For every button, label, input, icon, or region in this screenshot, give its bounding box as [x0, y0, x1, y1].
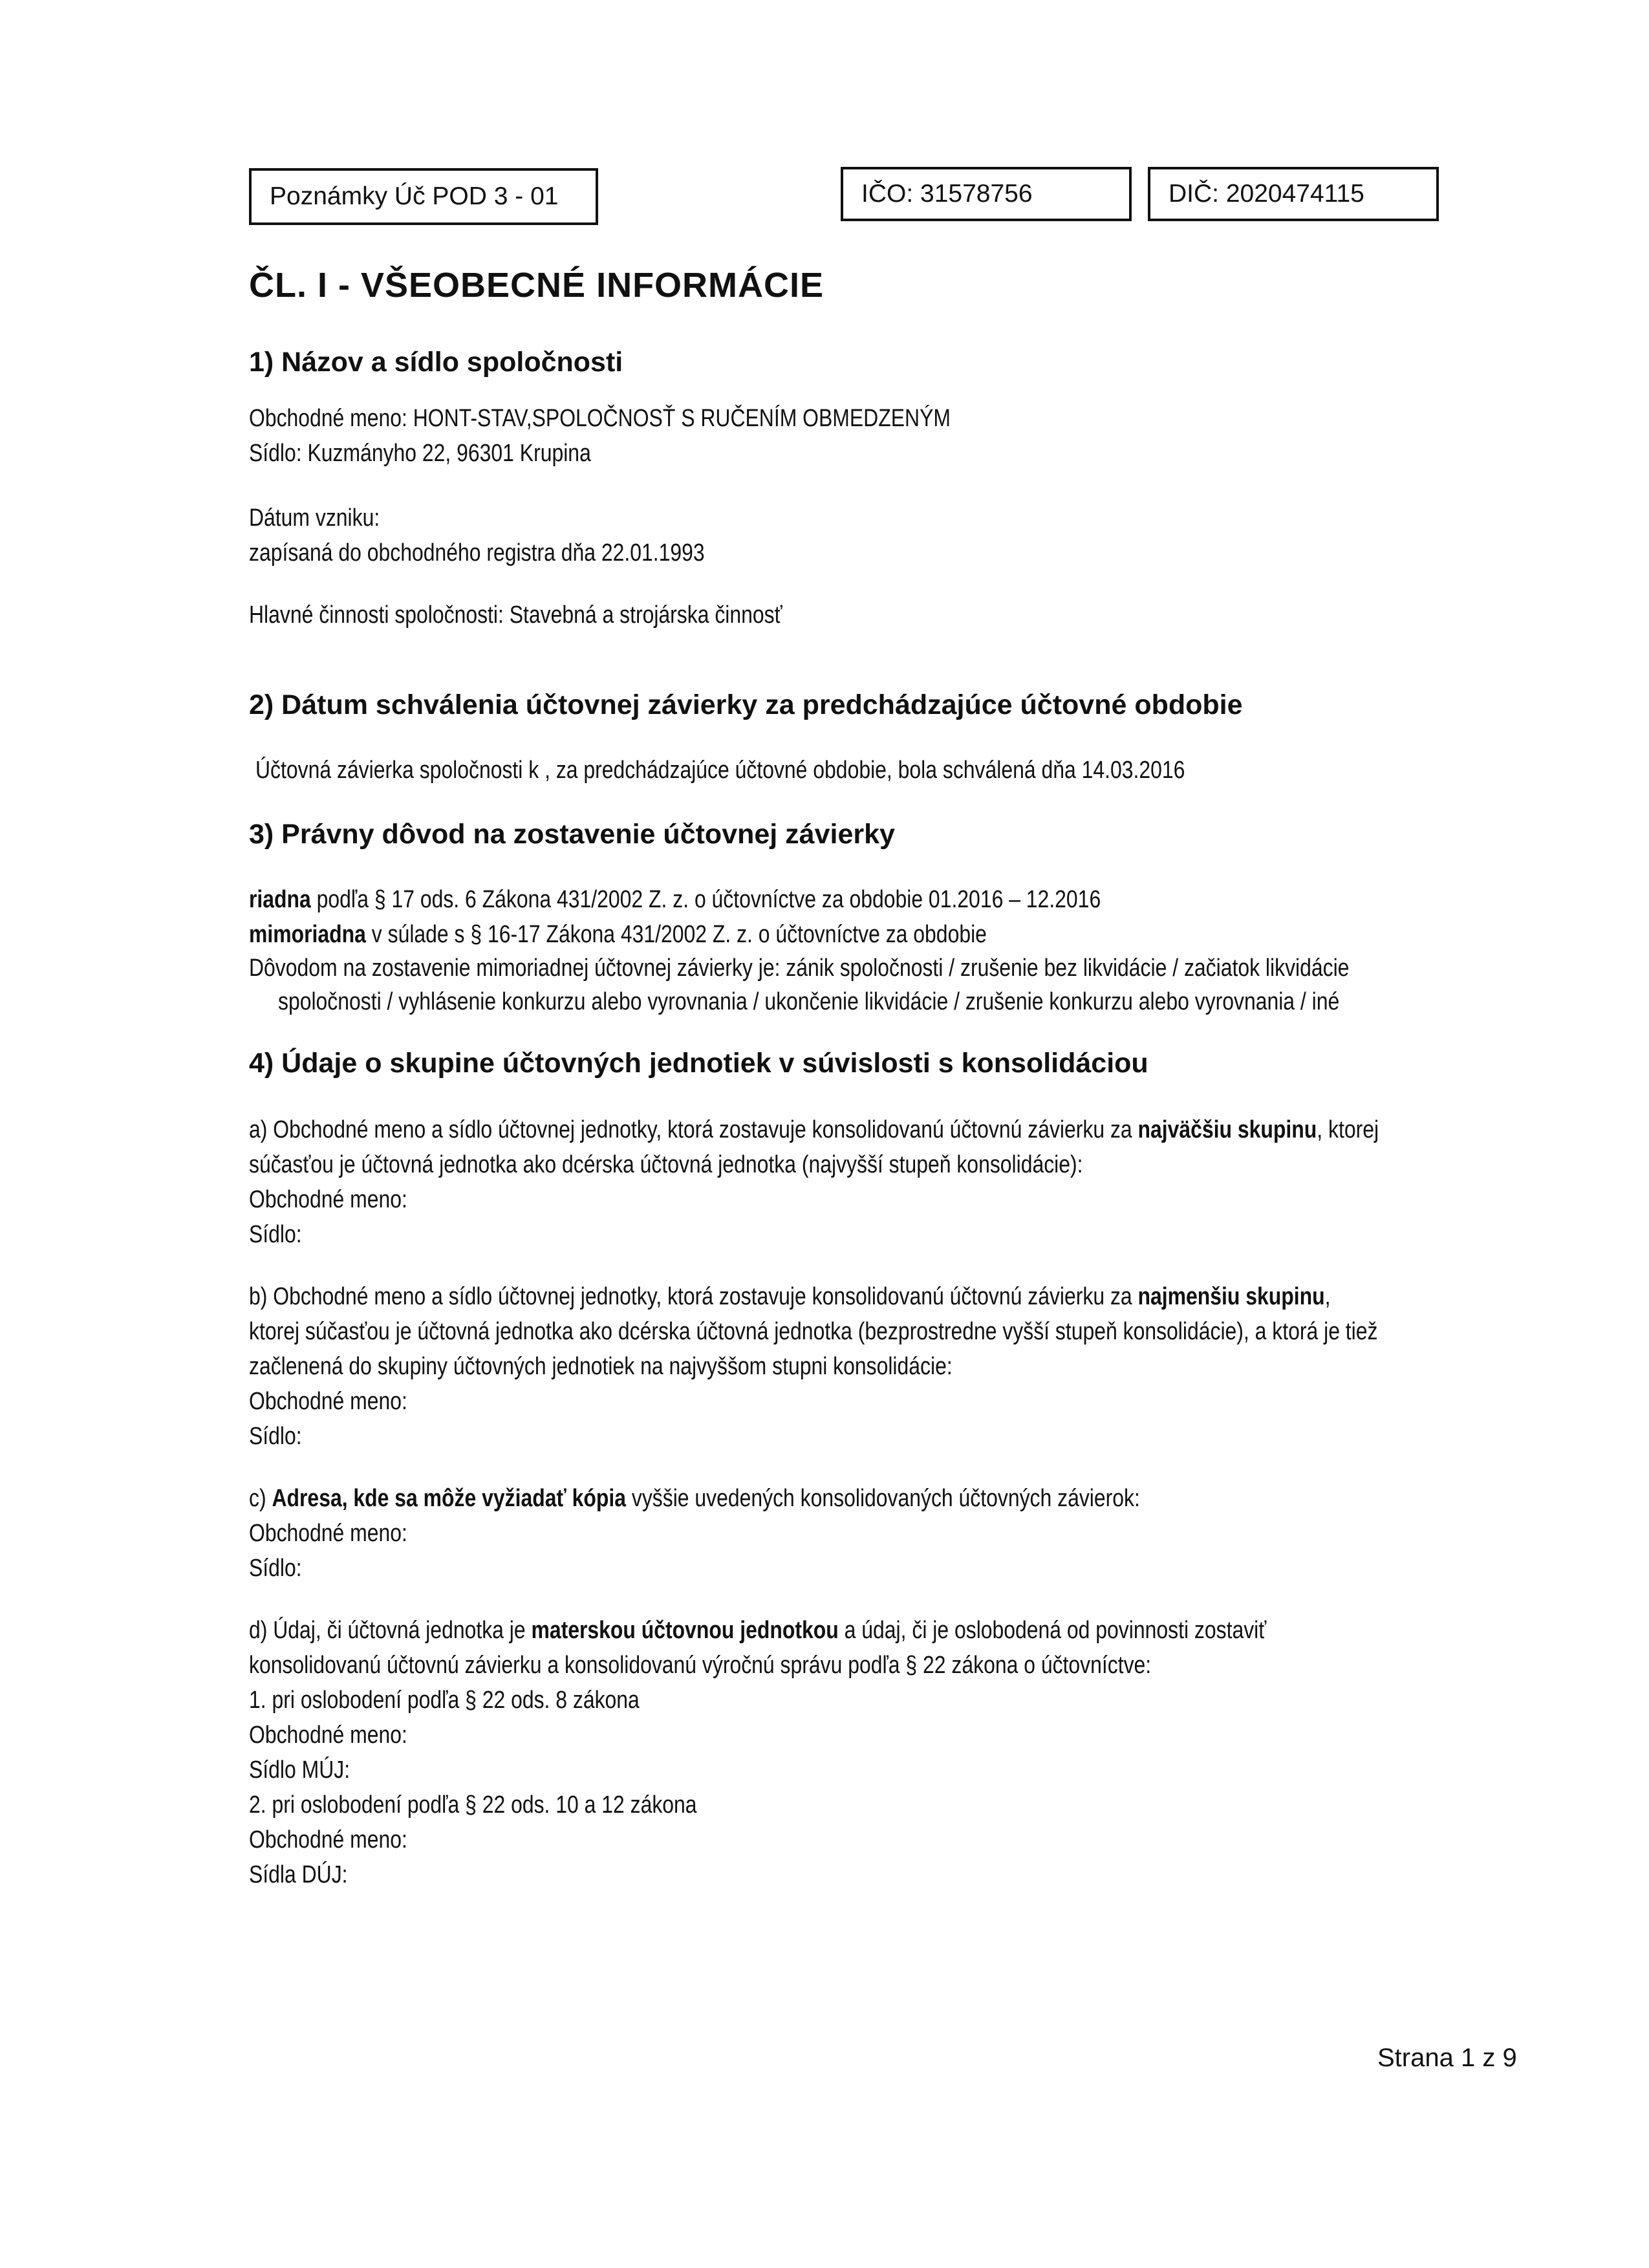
notes-label-box — [249, 168, 598, 225]
group-d-name-2: Obchodné meno: — [249, 1826, 407, 1853]
group-a-line-2: súčasťou je účtovná jednotka ako dcérska účtovná jednotka (najvyšší stupeň konsolidácie): — [249, 1151, 1083, 1178]
legal-basis-regular: riadna podľa § 17 ods. 6 Zákona 431/2002 Z. z. o účtovníctve za obdobie 01.2016 – 12.2016 — [249, 886, 1101, 913]
section-3-heading: 3) Právny dôvod na zostavenie účtovnej závierky — [249, 819, 895, 850]
section-1-heading: 1) Názov a sídlo spoločnosti — [249, 347, 623, 378]
main-activities: Hlavné činnosti spoločnosti: Stavebná a strojárska činnosť — [249, 601, 782, 629]
group-d-line-1: d) Údaj, či účtovná jednotka je materskou účtovnou jednotkou a údaj, či je oslobodená od povinnosti zostaviť — [249, 1617, 1267, 1644]
group-c-name: Obchodné meno: — [249, 1520, 407, 1547]
group-a-line-1: a) Obchodné meno a sídlo účtovnej jednotky, ktorá zostavuje konsolidovanú účtovnú závierku za najväčšiu skupinu, ktorej — [249, 1116, 1379, 1143]
group-d-line-2: konsolidovanú účtovnú závierku a konsolidovanú výročnú správu podľa § 22 zákona o účtovníctve: — [249, 1652, 1152, 1679]
dic-box — [1148, 167, 1439, 221]
group-d-item-1: 1. pri oslobodení podľa § 22 ods. 8 zákona — [249, 1687, 640, 1714]
group-d-seat-1: Sídlo MÚJ: — [249, 1756, 350, 1784]
group-b-seat: Sídlo: — [249, 1423, 302, 1450]
group-d-seat-2: Sídla DÚJ: — [249, 1861, 348, 1888]
group-b-line-1: b) Obchodné meno a sídlo účtovnej jednotky, ktorá zostavuje konsolidovanú účtovnú závierku za najmenšiu skupinu, — [249, 1283, 1331, 1310]
extraordinary-reasons-1: Dôvodom na zostavenie mimoriadnej účtovnej závierky je: zánik spoločnosti / zrušenie bez likvidácie / začiatok likvidácie — [249, 955, 1350, 982]
section-4-heading: 4) Údaje o skupine účtovných jednotiek v súvislosti s konsolidáciou — [249, 1048, 1148, 1079]
group-c-line-1: c) Adresa, kde sa môže vyžiadať kópia vyššie uvedených konsolidovaných účtovných závierok: — [249, 1485, 1140, 1512]
group-d-name-1: Obchodné meno: — [249, 1722, 407, 1749]
extraordinary-reasons-2: spoločnosti / vyhlásenie konkurzu alebo vyrovnania / ukončenie likvidácie / zrušenie konkurzu alebo vyrovnania / iné — [278, 988, 1340, 1015]
legal-basis-extraordinary: mimoriadna v súlade s § 16-17 Zákona 431/2002 Z. z. o účtovníctve za obdobie — [249, 921, 987, 948]
dic-value: DIČ: 2020474115 — [1169, 180, 1364, 208]
group-b-name: Obchodné meno: — [249, 1388, 407, 1415]
company-name: Obchodné meno: HONT-STAV,SPOLOČNOSŤ S RUČENÍM OBMEDZENÝM — [249, 405, 951, 432]
section-2-heading: 2) Dátum schválenia účtovnej závierky za predchádzajúce účtovné obdobie — [249, 689, 1243, 720]
group-a-seat: Sídlo: — [249, 1221, 302, 1248]
ico-box — [841, 167, 1132, 221]
group-c-seat: Sídlo: — [249, 1555, 302, 1582]
founded-label: Dátum vzniku: — [249, 504, 380, 532]
approval-text: Účtovná závierka spoločnosti k , za predchádzajúce účtovné obdobie, bola schválená dňa 14.03.2016 — [255, 757, 1185, 784]
ico-value: IČO: 31578756 — [861, 180, 1033, 208]
company-seat: Sídlo: Kuzmányho 22, 96301 Krupina — [249, 440, 591, 467]
page-number: Strana 1 z 9 — [1377, 2044, 1517, 2072]
group-a-name: Obchodné meno: — [249, 1186, 407, 1213]
group-b-line-2: ktorej súčasťou je účtovná jednotka ako dcérska účtovná jednotka (bezprostredne vyšší stupeň konsolidácie), a ktorá je tiež — [249, 1318, 1378, 1345]
registered-date: zapísaná do obchodného registra dňa 22.01.1993 — [249, 539, 705, 567]
group-d-item-2: 2. pri oslobodení podľa § 22 ods. 10 a 12 zákona — [249, 1791, 697, 1819]
group-b-line-3: začlenená do skupiny účtovných jednotiek na najvyššom stupni konsolidácie: — [249, 1353, 953, 1380]
notes-label: Poznámky Úč POD 3 - 01 — [270, 182, 559, 210]
page-title: ČL. I - VŠEOBECNÉ INFORMÁCIE — [249, 266, 824, 305]
